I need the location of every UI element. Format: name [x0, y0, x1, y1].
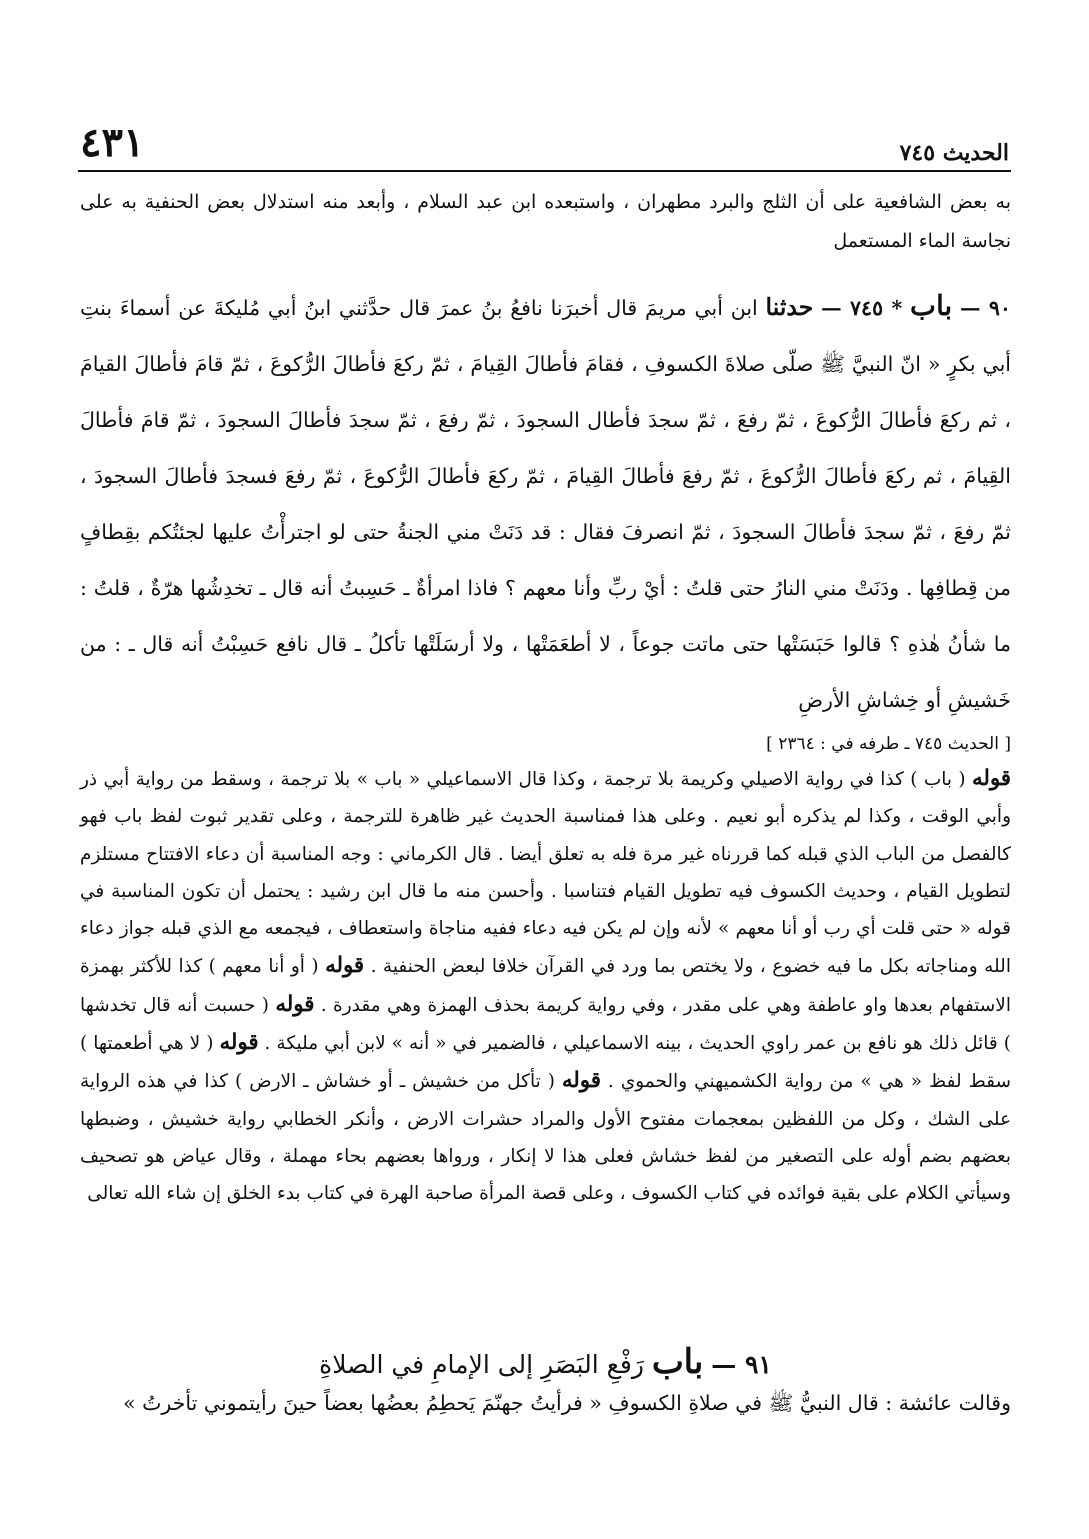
- qawluhu-keyword: قوله: [325, 953, 365, 979]
- hadith-block: [80, 278, 1011, 728]
- hadith-reference: [ الحديث ٧٤٥ ـ طرفه في : ٢٣٦٤ ]: [766, 734, 1011, 754]
- running-head: الحديث ٧٤٥: [899, 140, 1009, 166]
- page-header: [80, 118, 1009, 166]
- header-rule: [78, 170, 1011, 172]
- bab-number: ٩١ —: [711, 1350, 772, 1379]
- qawluhu-keyword: قوله: [561, 1068, 601, 1094]
- aisha-quote: وقالت عائشة : قال النبيُّ ﷺ في صلاةِ الكسوفِ « فرأيتُ جهنّمَ يَحطِمُ بعضُها بعضاً حينَ رأيتموني تأخرتُ »: [123, 1391, 1011, 1415]
- qawluhu-keyword: قوله: [275, 991, 315, 1017]
- top-paragraph: به بعض الشافعية على أن الثلج والبرد مطهران ، واستبعده ابن عبد السلام ، وأبعد منه استدلال بعض الحنفية به على نجاسة الماء المستعمل: [80, 191, 1011, 252]
- commentary-text: ( لا هي أطعمتها ) سقط لفظ « هي » من رواية الكشميهني والحموي .: [80, 1033, 1011, 1093]
- hadith-text: ابن أبي مريمَ قال أخبرَنا نافعُ بنُ عمرَ قال حدَّثني ابنُ أبي مُليكةَ عن أسماءَ بنتِ أبي بكرٍ « انّ النبيَّ ﷺ صلّى صلاةَ الكسوفِ ، فقامَ فأطالَ القِيامَ ، ثمّ ركعَ فأطالَ الرُّكوعَ ، ثمّ قامَ فأطالَ القيامَ ، ثم ركعَ فأطالَ الرُّكوعَ ، ثمّ رفعَ ، ثمّ سجدَ فأطال السجودَ ، ثمّ رفعَ ، ثمّ سجدَ فأطالَ السجودَ ، ثمّ قامَ فأطالَ القِيامَ ، ثم ركعَ فأطالَ الرُّكوعَ ، ثمّ رفعَ فأطالَ القِيامَ ، ثمّ ركعَ فأطالَ الرُّكوعَ ، ثمّ رفعَ فسجدَ فأطالَ السجودَ ، ثمّ رفعَ ، ثمّ سجدَ فأطالَ السجودَ ، ثمّ انصرفَ فقال : قد دَنَتْ مني الجنةُ حتى لو اجترأْتُ عليها لجئتُكم بقِطافٍ من قِطافِها . ودَنَتْ مني النارُ حتى قلتُ : أيْ ربِّ وأنا معهم ؟ فاذا امرأةٌ ـ حَسِبتُ أنه قال ـ تخدِشُها هرّةٌ ، قلتُ : ما شأنُ هٰذهِ ؟ قالوا حَبَسَتْها حتى ماتت جوعاً ، لا أطعَمَتْها ، ولا أرسَلَتْها تأكلُ ـ قال نافع حَسِبْتُ أنه قال ـ : من خَشيشِ أو خِشاشِ الأرضِ: [80, 296, 1011, 712]
- bab-label: باب: [651, 1341, 704, 1381]
- bab-number: ٩٠ —: [960, 296, 1011, 320]
- qawluhu-keyword: قوله: [971, 766, 1011, 791]
- commentary-text: ( باب ) كذا في رواية الاصيلي وكريمة بلا ترجمة ، وكذا قال الاسماعيلي « باب » بلا ترجمة ، وسقط من رواية أبي ذر وأبي الوقت ، وكذا لم يذكره أبو نعيم . وعلى هذا فمناسبة الحديث غير ظاهرة للترجمة ، وعلى تقدير ثبوت لفظ باب فهو كالفصل من الباب الذي قبله كما قررناه غير مرة فله به تعلق أيضا . قال الكرماني : وجه المناسبة أن دعاء الافتتاح مستلزم لتطويل القيام ، وحديث الكسوف فيه تطويل القيام فتناسبا . وأحسن منه ما قال ابن رشيد : يحتمل أن تكون المناسبة في قوله « حتى قلت أي رب أو أنا معهم » لأنه وإن لم يكن فيه دعاء ففيه مناجاة واستعطاف ، فيجمعه مع الذي قبله جواز دعاء الله ومناجاته بكل ما فيه خضوع ، ولا يختص بما ورد في القرآن خلافا لبعض الحنفية .: [80, 769, 1011, 978]
- page-number: ٤٣١: [80, 119, 145, 166]
- haddathana-keyword: حدثنا: [765, 293, 814, 321]
- hadith-number: * ٧٤٥ —: [821, 296, 903, 320]
- qawluhu-keyword: قوله: [219, 1030, 259, 1056]
- commentary-text: ( أو أنا معهم ) كذا للأكثر بهمزة الاستفهام بعدها واو عاطفة وهي على مقدر ، وفي رواية كريمة بحذف الهمزة وهي مقدرة .: [80, 956, 1011, 1016]
- commentary-text: ( حسبت أنه قال تخدشها ) قائل ذلك هو نافع بن عمر راوي الحديث ، بينه الاسماعيلي ، فالضمير في « أنه » لابن أبي مليكة .: [80, 994, 1011, 1055]
- chapter-title: رَفْعِ البَصَرِ إلى الإمامِ في الصلاةِ: [319, 1350, 644, 1379]
- bab-label: باب: [910, 289, 953, 322]
- commentary-text: ( تأكل من خشيش ـ أو خشاش ـ الارض ) كذا في هذه الرواية على الشك ، وكل من اللفظين بمعجمات مفتوح الأول والمراد حشرات الارض ، وأنكر الخطابي رواية خشيش ، وضبطها بعضهم بضم أوله على التصغير من لفظ خشاش فعلى هذا لا إنكار ، ورواها بعضهم بحاء مهملة ، وقال عياض هو تصحيف وسيأتي الكلام على بقية فوائده في كتاب الكسوف ، وعلى قصة المرأة صاحبة الهرة في كتاب بدء الخلق إن شاء الله تعالى: [80, 1071, 1011, 1205]
- chapter-heading: [80, 1338, 1011, 1388]
- commentary: [80, 760, 1011, 1213]
